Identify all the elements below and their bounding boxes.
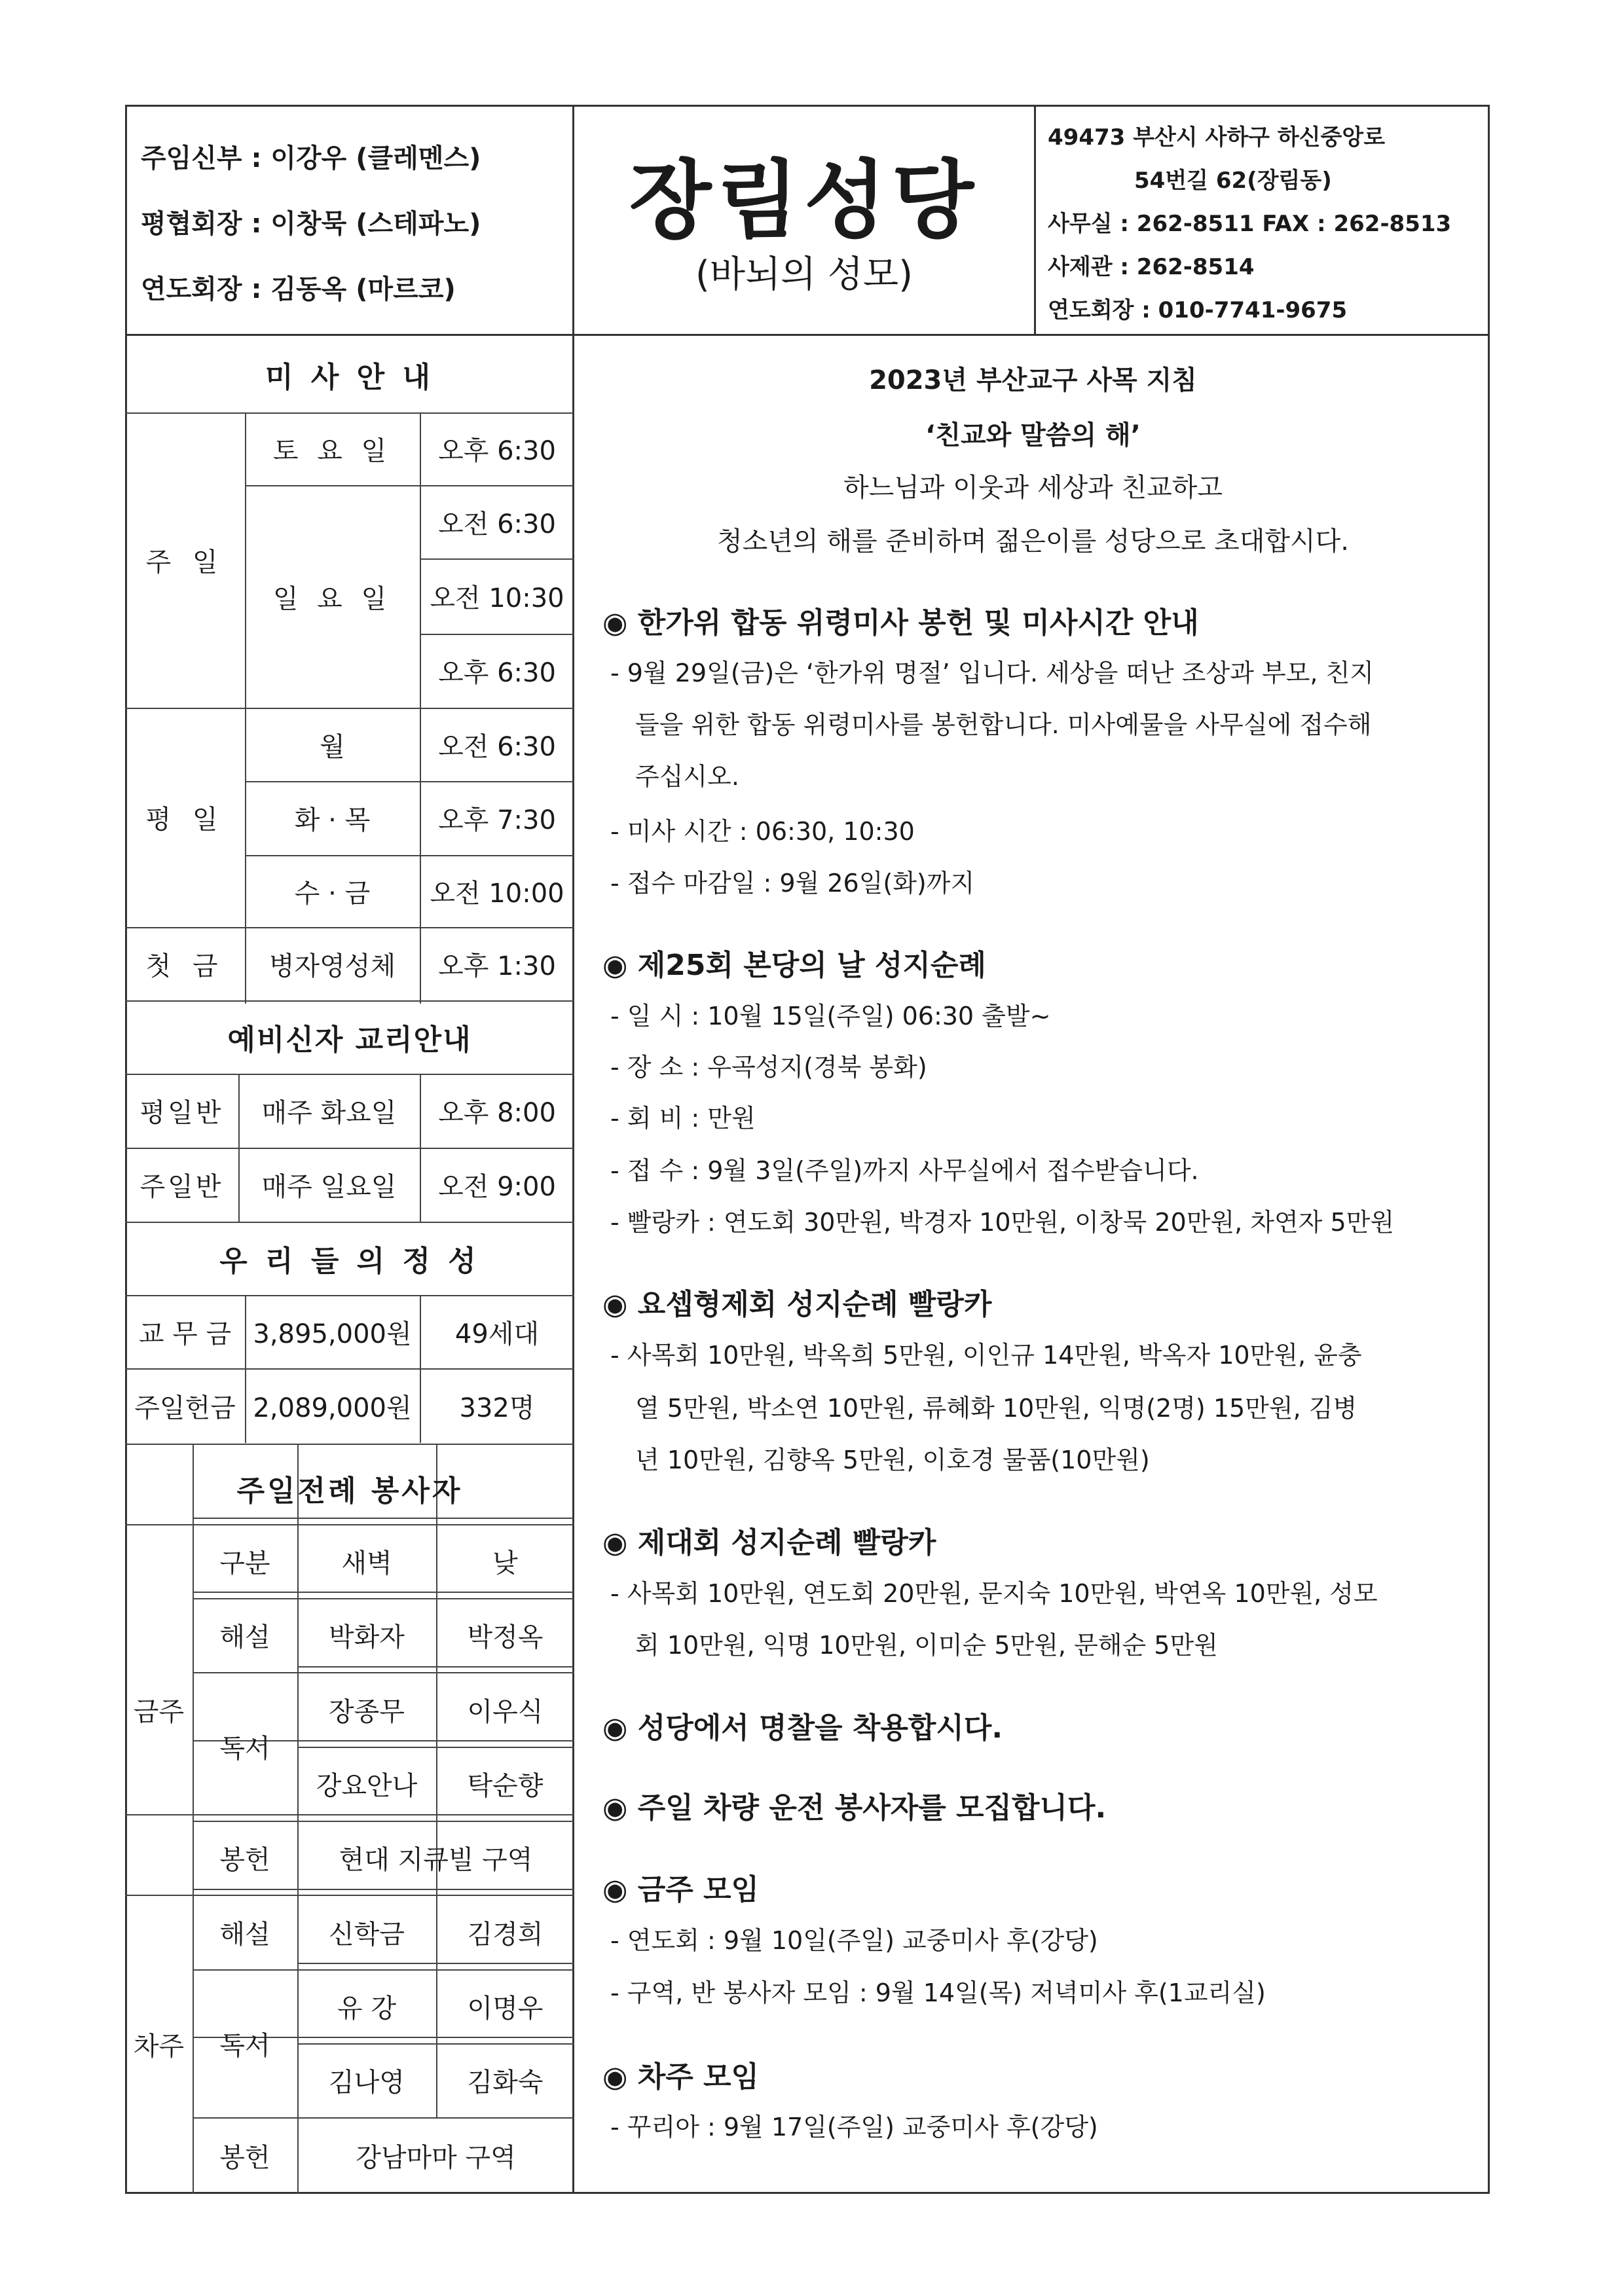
notice-chuseok-line-5: - 접수 마감일 : 9월 26일(화)까지 — [610, 869, 975, 898]
guideline-title: 2023년 부산교구 사목 지침 — [869, 365, 1197, 395]
notice-next-week-meeting-line-1: - 꾸리아 : 9월 17일(주일) 교중미사 후(강당) — [610, 2113, 1098, 2141]
notice-joseph-line-3: 년 10만원, 김향옥 5만원, 이호경 물품(10만원) — [635, 1446, 1150, 1474]
header-leaders — [125, 105, 574, 336]
notice-altar-heading: ◉ 제대회 성지순례 빨랑카 — [602, 1526, 936, 1559]
sunday-day-label: 일 요 일 — [272, 583, 392, 614]
header-address — [1036, 105, 1490, 336]
notice-driver-heading: ◉ 주일 차량 운전 봉사자를 모집합니다. — [602, 1791, 1107, 1825]
weekday-label: 평 일 — [145, 805, 225, 835]
notice-pilgrimage-line-2: - 장 소 : 우곡성지(경북 봉화) — [610, 1053, 927, 1082]
catechumen-weekday-day: 매주 화요일 — [261, 1098, 397, 1128]
church-patron: (바뇌의 성모) — [695, 253, 913, 296]
next-week-commentator-role: 해설 — [219, 1919, 270, 1950]
this-week-offering-who: 현대 지큐빌 구역 — [339, 1845, 533, 1875]
offering-sunday-label: 주일헌금 — [134, 1393, 236, 1423]
first-friday-desc: 병자영성체 — [268, 951, 396, 981]
servers-title: 주일전례 봉사자 — [236, 1474, 463, 1508]
notice-pilgrimage-heading: ◉ 제25회 본당의 날 성지순례 — [602, 949, 986, 982]
leader-pastor: 주임신부 : 이강우 (클레멘스) — [141, 143, 481, 173]
notice-chuseok-line-4: - 미사 시간 : 06:30, 10:30 — [610, 817, 915, 846]
leader-council-president: 평협회장 : 이창묵 (스테파노) — [141, 209, 481, 239]
offering-tithe-count: 49세대 — [454, 1319, 540, 1349]
notice-pilgrimage-line-5: - 빨랑카 : 연도회 30만원, 박경자 10만원, 이창묵 20만원, 차연자 5만원 — [610, 1208, 1395, 1237]
this-week-offering-role: 봉헌 — [219, 1845, 270, 1875]
leader-yeondo-president: 연도회장 : 김동옥 (마르코) — [141, 274, 456, 304]
mass-schedule-title: 미 사 안 내 — [265, 360, 434, 394]
weekday-wed-fri: 수 · 금 — [294, 878, 371, 909]
servers-head-dawn: 새벽 — [341, 1548, 392, 1578]
next-week-reader-1-dawn: 유 강 — [337, 1994, 396, 2024]
notice-next-week-meeting-heading: ◉ 차주 모임 — [602, 2060, 760, 2094]
next-week-reader-2-day: 김화숙 — [467, 2068, 544, 2098]
offering-tithe-amount: 3,895,000원 — [253, 1319, 412, 1349]
offering-tithe-label: 교 무 금 — [138, 1319, 232, 1349]
this-week-commentator-dawn: 박화자 — [329, 1622, 405, 1652]
rectory-phone: 사제관 : 262-8514 — [1048, 254, 1255, 280]
notice-chuseok-line-2: 들을 위한 합동 위령미사를 봉헌합니다. 미사예물을 사무실에 접수해 — [635, 710, 1372, 739]
catechumen-sunday-label: 주일반 — [139, 1172, 224, 1202]
first-friday-time: 오후 1:30 — [438, 951, 556, 981]
next-week-label: 차주 — [133, 2032, 185, 2062]
office-phone-fax: 사무실 : 262-8511 FAX : 262-8513 — [1048, 211, 1452, 237]
this-week-commentator-day: 박정옥 — [467, 1622, 544, 1652]
notice-this-week-meeting-line-1: - 연도회 : 9월 10일(주일) 교중미사 후(강당) — [610, 1926, 1098, 1955]
weekday-wed-fri-time: 오전 10:00 — [430, 878, 564, 909]
sunday-time-1: 오전 6:30 — [438, 509, 556, 539]
servers-head-day: 낮 — [492, 1548, 518, 1578]
servers-grid — [125, 1524, 574, 2194]
notice-pilgrimage-line-3: - 회 비 : 만원 — [610, 1104, 756, 1133]
this-week-reader-role: 독서 — [219, 1734, 270, 1764]
first-friday-label: 첫 금 — [145, 951, 225, 981]
offering-sunday-count: 332명 — [459, 1393, 535, 1423]
next-week-reader-1-day: 이명우 — [467, 1994, 544, 2024]
offering-sunday-amount: 2,089,000원 — [253, 1393, 412, 1423]
catechumen-weekday-time: 오후 8:00 — [438, 1098, 556, 1128]
catechumen-weekday-label: 평일반 — [139, 1098, 224, 1128]
this-week-reader-1-day: 이우식 — [467, 1696, 544, 1727]
notice-pilgrimage-line-1: - 일 시 : 10월 15일(주일) 06:30 출발~ — [610, 1002, 1051, 1030]
header-title-box — [574, 105, 1036, 336]
next-week-reader-role: 독서 — [219, 2030, 270, 2061]
guideline-line-1: 하느님과 이웃과 세상과 친교하고 — [843, 473, 1223, 503]
this-week-reader-2-dawn: 강요안나 — [316, 1771, 418, 1801]
sunday-time-2: 오전 10:30 — [430, 583, 564, 613]
next-week-offering-who: 강남마마 구역 — [356, 2143, 516, 2173]
notice-chuseok-line-1: - 9월 29일(금)은 ‘한가위 명절’ 입니다. 세상을 떠난 조상과 부모, 친지 — [610, 659, 1374, 687]
notice-this-week-meeting-line-2: - 구역, 반 봉사자 모임 : 9월 14일(목) 저녁미사 후(1교리실) — [610, 1978, 1266, 2007]
notice-pilgrimage-line-4: - 접 수 : 9월 3일(주일)까지 사무실에서 접수받습니다. — [610, 1156, 1199, 1185]
next-week-commentator-dawn: 신학금 — [329, 1919, 405, 1950]
notice-chuseok-heading: ◉ 한가위 합동 위령미사 봉헌 및 미사시간 안내 — [602, 606, 1199, 640]
saturday-time: 오후 6:30 — [438, 436, 556, 466]
catechumen-title: 예비신자 교리안내 — [227, 1023, 472, 1057]
next-week-commentator-day: 김경희 — [467, 1919, 544, 1950]
saturday-label: 토 요 일 — [272, 436, 392, 466]
offering-title: 우 리 들 의 정 성 — [219, 1245, 480, 1278]
notice-joseph-line-2: 열 5만원, 박소연 10만원, 류혜화 10만원, 익명(2명) 15만원, 김병 — [635, 1394, 1357, 1423]
this-week-label: 금주 — [133, 1696, 185, 1727]
yeondo-phone: 연도회장 : 010-7741-9675 — [1048, 297, 1348, 323]
notice-altar-line-2: 회 10만원, 익명 10만원, 이미순 5만원, 문해순 5만원 — [635, 1631, 1218, 1660]
notice-this-week-meeting-heading: ◉ 금주 모임 — [602, 1873, 760, 1906]
notice-joseph-line-1: - 사목회 10만원, 박옥희 5만원, 이인규 14만원, 박옥자 10만원, 윤충 — [610, 1341, 1362, 1370]
weekday-mon-time: 오전 6:30 — [438, 731, 556, 762]
servers-head-role: 구분 — [219, 1548, 270, 1578]
this-week-reader-1-dawn: 장종무 — [329, 1696, 405, 1727]
notice-altar-line-1: - 사목회 10만원, 연도회 20만원, 문지숙 10만원, 박연옥 10만원, 성모 — [610, 1579, 1378, 1608]
notice-nametag-heading: ◉ 성당에서 명찰을 착용합시다. — [602, 1711, 1003, 1745]
weekday-tue-thu-time: 오후 7:30 — [438, 805, 556, 835]
this-week-reader-2-day: 탁순향 — [467, 1771, 544, 1801]
weekday-mon: 월 — [320, 731, 345, 762]
address-line-1: 49473 부산시 사하구 하신중앙로 — [1048, 124, 1386, 151]
catechumen-sunday-time: 오전 9:00 — [438, 1172, 556, 1202]
sunday-label: 주 일 — [145, 547, 225, 577]
notice-chuseok-line-3: 주십시오. — [635, 762, 739, 791]
weekday-tue-thu: 화 · 목 — [294, 805, 371, 835]
next-week-offering-role: 봉헌 — [219, 2143, 270, 2173]
guideline-line-2: 청소년의 해를 준비하며 젊은이를 성당으로 초대합시다. — [716, 526, 1349, 556]
address-line-2: 54번길 62(장림동) — [1134, 168, 1332, 194]
guideline-theme: ‘친교와 말씀의 해’ — [925, 420, 1141, 450]
sunday-time-3: 오후 6:30 — [438, 658, 556, 688]
catechumen-sunday-day: 매주 일요일 — [261, 1172, 397, 1202]
this-week-commentator-role: 해설 — [219, 1622, 270, 1652]
next-week-reader-2-dawn: 김나영 — [329, 2068, 405, 2098]
notice-joseph-heading: ◉ 요셉형제회 성지순례 빨랑카 — [602, 1288, 992, 1321]
church-name: 장림성당 — [629, 151, 980, 250]
